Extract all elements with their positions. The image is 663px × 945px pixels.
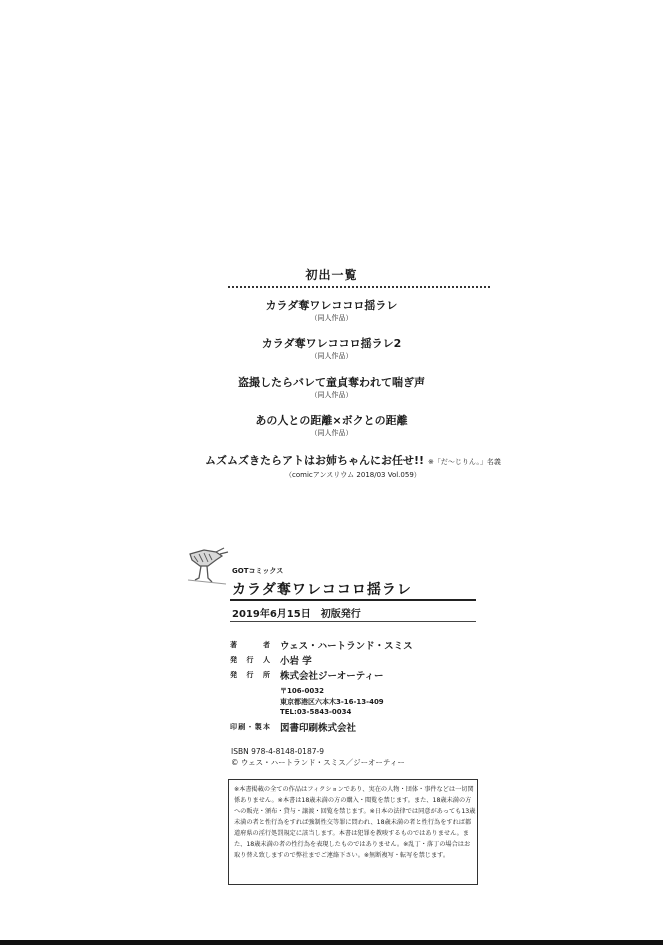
date-divider [230, 621, 476, 622]
street-address: 東京都港区六本木3-16-13-409 [280, 697, 384, 706]
entry-note: （同人作品） [310, 352, 353, 360]
title-divider [230, 599, 476, 601]
isbn: ISBN 978-4-8148-0187-9 [231, 747, 324, 756]
credits-list [230, 638, 480, 683]
legal-notice-box [228, 779, 478, 885]
credit-label: 発行人 [230, 656, 270, 664]
postal-code: 〒106-0032 [280, 687, 324, 695]
credit-printer [230, 720, 480, 735]
entry-title-row [205, 454, 501, 469]
publisher-address [280, 686, 384, 718]
publication-date: 2019年6月15日 初版発行 [232, 609, 361, 620]
book-title: カラダ奪ワレココロ揺ラレ [232, 582, 412, 598]
bottom-edge-bar [0, 940, 663, 945]
credit-label: 著者 [230, 641, 270, 649]
bird-logo-icon [186, 546, 230, 586]
list-item [0, 299, 663, 323]
entry-note: （comicアンスリウム 2018/03 Vol.059） [285, 471, 421, 479]
list-item [0, 414, 663, 438]
credit-label: 印刷・製本 [230, 723, 270, 731]
entry-note: （同人作品） [310, 391, 353, 399]
series-label: GOTコミックス [232, 567, 284, 575]
entry-note: （同人作品） [310, 314, 353, 322]
dotted-divider [228, 286, 490, 288]
credit-value: ウェス・ハートランド・スミス [280, 641, 413, 652]
entry-title: カラダ奪ワレココロ揺ラレ2 [261, 337, 402, 350]
phone-number: TEL:03-5843-0034 [280, 708, 352, 716]
first-appearance-heading: 初出一覧 [305, 268, 358, 282]
copyright: © ウェス・ハートランド・スミス／ジーオーティー [231, 758, 405, 767]
list-item [205, 454, 501, 480]
credit-label: 発行所 [230, 671, 270, 679]
credit-publisher-person [230, 653, 480, 668]
list-item [0, 337, 663, 361]
credit-publisher [230, 668, 480, 683]
list-item [0, 376, 663, 400]
entry-note: （同人作品） [310, 429, 353, 437]
entry-title: 盗撮したらバレて童貞奪われて喘ぎ声 [238, 376, 425, 389]
credit-author [230, 638, 480, 653]
credit-value: 図書印刷株式会社 [280, 723, 357, 734]
entry-aside: ※「だ〜じりん。」名義 [428, 458, 501, 466]
entry-title: カラダ奪ワレココロ揺ラレ [265, 299, 398, 312]
credit-value: 小岩 学 [280, 656, 312, 667]
legal-notice: ※本書掲載の全ての作品はフィクションであり、実在の人物・団体・事件などは一切関係ありません。※本書は18歳未満の方の購入・閲覧を禁じます。また、18歳未満の方への販売・頒布・貸与・譲渡・回覧を禁じます。※日本の法律では同意があっても13歳未満の者と性行為をすれば強制性交等罪に問われ、18歳未満の者と性行為をすれば都道府県の淫行処罰規定に該当します。本書は犯罪を教唆するものではありません。また、18歳未満の者の性行為を表現したものではありません。※乱丁・落丁の場合はお取り替え致しますので弊社までご連絡下さい。※無断複写・転写を禁じます。 [234, 786, 476, 859]
credit-value: 株式会社ジーオーティー [280, 671, 384, 682]
entry-title: あの人との距離×ボクとの距離 [255, 414, 408, 427]
entry-title: ムズムズきたらアトはお姉ちゃんにお任せ!! [205, 454, 425, 467]
isbn-block [231, 746, 405, 768]
